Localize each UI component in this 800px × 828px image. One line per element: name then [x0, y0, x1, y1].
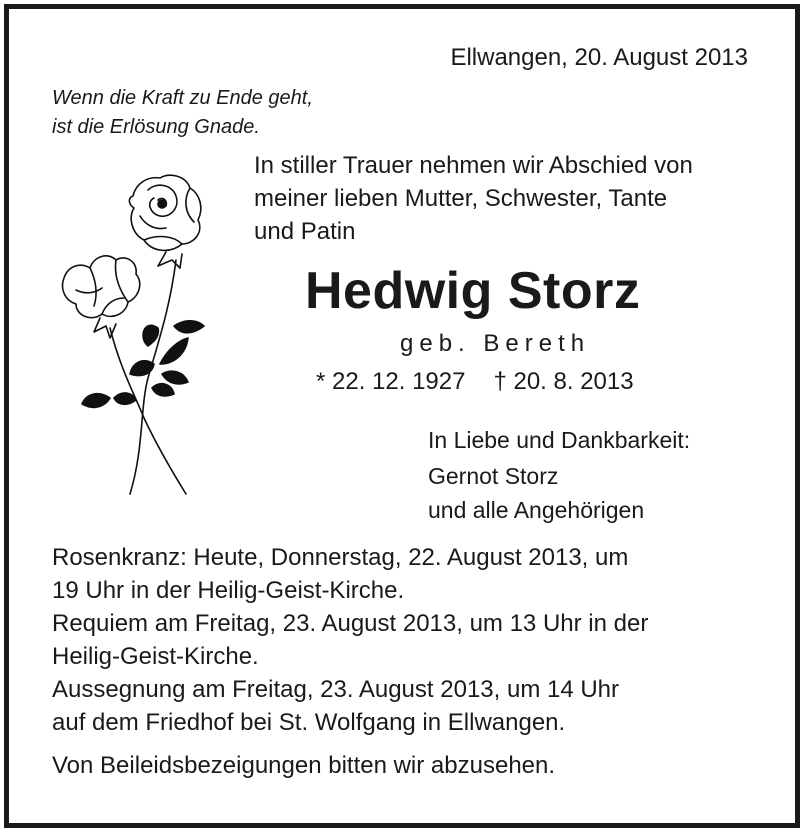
motto-line: Wenn die Kraft zu Ende geht,	[52, 87, 313, 109]
mourners-heading: In Liebe und Dankbarkeit:	[428, 427, 691, 453]
intro-line: und Patin	[254, 218, 356, 245]
service-line: Requiem am Freitag, 23. August 2013, um 13 Uhr in der	[52, 610, 649, 637]
birth-date: * 22. 12. 1927	[316, 368, 466, 395]
service-line: Aussegnung am Freitag, 23. August 2013, um 14 Uhr	[52, 676, 620, 703]
service-details	[52, 541, 648, 739]
service-line: 19 Uhr in der Heilig-Geist-Kirche.	[52, 577, 405, 604]
mourner-line: und alle Angehörigen	[428, 497, 645, 523]
service-line: Heilig-Geist-Kirche.	[52, 643, 259, 670]
closing-note: Von Beileidsbezeigungen bitten wir abzusehen.	[52, 752, 556, 779]
motto-line: ist die Erlösung Gnade.	[52, 116, 260, 138]
place-date: Ellwangen, 20. August 2013	[450, 44, 748, 71]
service-line: auf dem Friedhof bei St. Wolfgang in Ellwangen.	[52, 709, 566, 736]
maiden-name: geb. Bereth	[400, 330, 591, 357]
death-date: † 20. 8. 2013	[493, 368, 634, 395]
mourners-block	[428, 423, 690, 527]
mourner-line: Gernot Storz	[428, 463, 559, 489]
motto	[52, 84, 313, 142]
service-line: Rosenkranz: Heute, Donnerstag, 22. August 2013, um	[52, 544, 629, 571]
intro-text	[254, 149, 693, 248]
intro-line: In stiller Trauer nehmen wir Abschied von	[254, 152, 693, 179]
life-dates	[316, 368, 634, 396]
deceased-name: Hedwig Storz	[305, 262, 641, 320]
intro-line: meiner lieben Mutter, Schwester, Tante	[254, 185, 668, 212]
roses-illustration	[48, 168, 218, 498]
